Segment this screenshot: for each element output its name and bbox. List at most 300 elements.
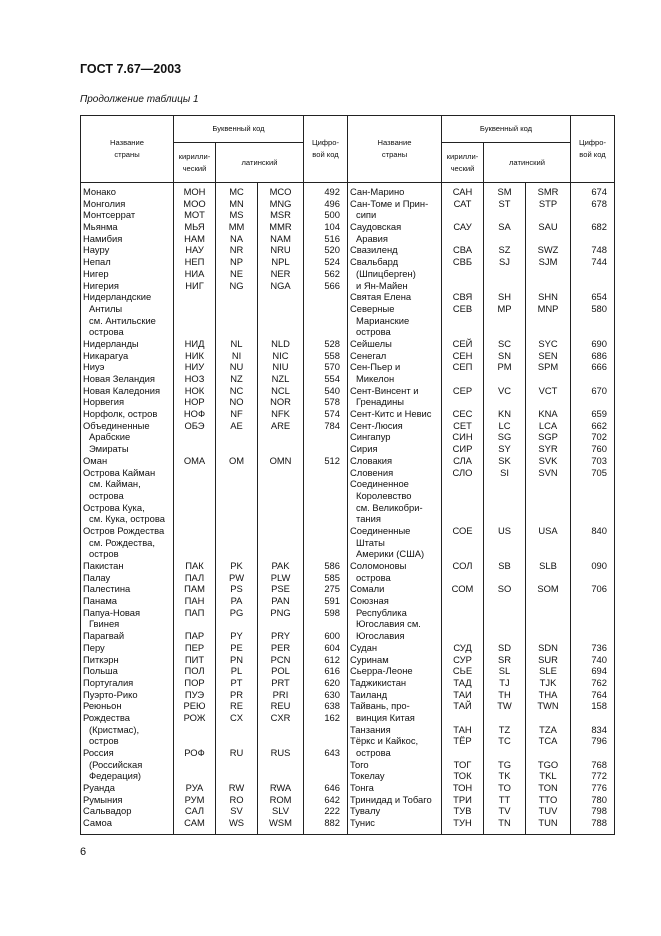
code-cyr: СЕВ: [452, 302, 473, 314]
code-lat3: MSR: [270, 209, 291, 221]
country-name: Тувалу: [350, 805, 381, 817]
code-lat3: TGO: [537, 758, 559, 770]
country-name-cont: Югославия см.: [356, 618, 421, 630]
spacer-line: [484, 490, 525, 502]
left-cyrillic-column: [174, 183, 216, 835]
code-lat3: NIU: [272, 361, 289, 373]
spacer-line: [526, 490, 570, 502]
code-cyr: СЕС: [452, 408, 473, 420]
code-lat3: SGP: [538, 431, 558, 443]
code-lat2: [484, 478, 525, 490]
spacer-line: [571, 490, 614, 502]
code-lat3: MCO: [269, 186, 292, 197]
code-lat2: TH: [498, 688, 511, 700]
country-name: Румыния: [83, 793, 123, 805]
code-lat2: NO: [229, 396, 244, 408]
country-name-cont: см. Кайман,: [89, 478, 141, 490]
right-cyrillic-column: [442, 183, 484, 835]
code-cyr: СВЯ: [452, 291, 473, 303]
country-name-cont: и Ян-Майен: [356, 279, 408, 291]
code-cyr: САТ: [453, 197, 472, 209]
code-lat3: MNP: [537, 302, 559, 314]
code-num: 744: [591, 256, 607, 268]
spacer-line: [258, 431, 303, 443]
code-lat3: PER: [270, 641, 291, 653]
spacer-line: [174, 548, 215, 560]
header-country-name-left: Название страны: [81, 116, 174, 183]
country-name-cont: Америки (США): [356, 548, 425, 560]
code-cyr: НАУ: [185, 244, 204, 256]
code-lat2: AE: [230, 419, 243, 431]
spacer-line: [484, 630, 525, 642]
code-cyr: РУА: [185, 782, 204, 794]
spacer-line: [174, 513, 215, 525]
spacer-line: [216, 724, 257, 736]
spacer-line: [258, 537, 303, 549]
spacer-line: [442, 315, 483, 327]
code-lat2: PM: [497, 361, 512, 373]
code-lat2: RO: [229, 793, 244, 805]
country-name: Острова Кука,: [83, 501, 145, 513]
spacer-line: [304, 759, 347, 771]
code-cyr: СВБ: [452, 256, 473, 268]
code-lat2: LC: [498, 419, 511, 431]
code-cyr: СУР: [453, 653, 472, 665]
spacer-line: [484, 280, 525, 292]
country-name: Саудовская: [350, 221, 402, 233]
code-lat3: SLB: [539, 560, 557, 571]
spacer-line: [174, 618, 215, 630]
spacer-line: [526, 396, 570, 408]
code-lat3: TCA: [538, 735, 558, 747]
spacer-line: [442, 209, 483, 221]
spacer-line: [442, 233, 483, 245]
code-lat3: TWN: [537, 700, 559, 712]
spacer-line: [484, 618, 525, 630]
right-latin3-column: [526, 183, 571, 835]
code-lat3: SMR: [537, 186, 559, 197]
header-digital-code-left: Цифро- вой код: [304, 116, 348, 183]
spacer-line: [526, 630, 570, 642]
country-name: Танзания: [350, 723, 391, 735]
country-name: Питкэрн: [83, 653, 119, 665]
code-num: 528: [324, 337, 340, 349]
code-lat3: MNG: [269, 197, 292, 209]
spacer-line: [442, 747, 483, 759]
country-name-cont: (Российская: [89, 758, 143, 770]
code-cyr: СОЕ: [452, 524, 473, 536]
code-lat2: NP: [229, 256, 244, 268]
code-lat3: [258, 502, 303, 514]
code-lat2: [484, 595, 525, 607]
code-cyr: МОО: [183, 197, 206, 209]
code-lat3: NFK: [271, 408, 290, 420]
country-name: Намибия: [83, 232, 123, 244]
spacer-line: [526, 315, 570, 327]
code-cyr: СЕТ: [453, 419, 472, 431]
code-num: 748: [591, 244, 607, 256]
code-num: 674: [591, 186, 607, 197]
code-cyr: ТОК: [453, 770, 472, 782]
country-name: Сент-Люсия: [350, 419, 403, 431]
code-lat2: MC: [229, 186, 244, 197]
spacer-line: [442, 396, 483, 408]
country-name: Союзная: [350, 595, 389, 607]
code-cyr: ОМА: [183, 454, 206, 466]
country-name: Сомали: [350, 583, 385, 595]
spacer-line: [442, 490, 483, 502]
country-name-cont: Федерация): [89, 770, 142, 782]
code-num: 162: [324, 711, 340, 723]
spacer-line: [304, 618, 347, 630]
spacer-line: [174, 303, 215, 315]
code-lat2: PE: [230, 641, 243, 653]
code-lat3: NOR: [270, 396, 291, 408]
code-cyr: [174, 525, 215, 537]
code-num: 512: [324, 454, 340, 466]
code-cyr: СОМ: [451, 583, 474, 595]
country-name: Пакистан: [83, 560, 124, 571]
code-lat2: PW: [228, 571, 245, 583]
code-num: [304, 502, 347, 514]
code-lat3: SVN: [538, 466, 558, 478]
country-name: Оман: [83, 454, 108, 466]
code-lat3: PRT: [271, 676, 290, 688]
code-lat3: [258, 467, 303, 479]
code-lat2: VC: [497, 384, 512, 396]
spacer-line: [484, 233, 525, 245]
spacer-line: [442, 572, 483, 584]
code-num: 558: [324, 349, 340, 361]
country-name-cont: Микелон: [356, 373, 395, 384]
code-lat3: SVK: [538, 454, 558, 466]
code-lat2: PT: [230, 676, 243, 688]
code-cyr: ТОН: [452, 782, 473, 794]
code-num: 772: [591, 770, 607, 782]
code-lat3: PRI: [272, 688, 289, 700]
code-lat2: NE: [229, 267, 244, 279]
spacer-line: [442, 630, 483, 642]
code-num: 562: [324, 267, 340, 279]
code-lat2: TJ: [499, 676, 510, 688]
code-lat2: RU: [229, 747, 244, 758]
code-lat3: RUS: [270, 747, 291, 758]
code-num: 736: [591, 641, 607, 653]
spacer-line: [571, 502, 614, 514]
code-cyr: ПАН: [184, 595, 205, 607]
country-name: Тайвань, про-: [350, 700, 410, 712]
code-cyr: СОЛ: [452, 560, 473, 571]
code-cyr: РОФ: [184, 747, 205, 758]
code-lat3: THA: [538, 688, 558, 700]
code-lat3: TUV: [538, 805, 558, 817]
country-name: Монтсеррат: [83, 209, 136, 221]
code-num: 682: [591, 221, 607, 233]
spacer-line: [258, 513, 303, 525]
country-name-cont: Антилы: [89, 302, 123, 314]
code-lat3: [526, 478, 570, 490]
spacer-line: [571, 209, 614, 221]
country-name: Польша: [83, 665, 118, 677]
code-num: 784: [324, 419, 340, 431]
header-digital-code-right: Цифро- вой код: [571, 116, 615, 183]
code-num: 598: [324, 606, 340, 618]
country-name-cont: Эмираты: [89, 443, 129, 455]
code-lat2: TV: [498, 805, 511, 817]
spacer-line: [174, 478, 215, 490]
code-lat3: SLE: [539, 665, 557, 677]
country-codes-table: [80, 115, 615, 835]
country-name: Словакия: [350, 454, 393, 466]
spacer-line: [174, 443, 215, 455]
code-lat3: SLV: [271, 805, 290, 817]
country-name: Мьянма: [83, 221, 118, 233]
right-digital-column: [571, 183, 615, 835]
code-cyr: [174, 291, 215, 303]
spacer-line: [571, 315, 614, 327]
code-num: 659: [591, 408, 607, 420]
code-lat3: TZA: [539, 723, 557, 735]
code-cyr: МОТ: [184, 209, 205, 221]
code-cyr: НИУ: [184, 361, 205, 373]
spacer-line: [442, 513, 483, 525]
code-lat3: SYC: [538, 337, 558, 349]
country-name: Соломоновы: [350, 560, 407, 571]
country-name: Россия: [83, 747, 114, 758]
country-name: Монако: [83, 186, 116, 197]
country-name-cont: острова: [89, 326, 124, 338]
code-cyr: [442, 478, 483, 490]
code-lat2: SH: [497, 291, 512, 303]
country-name: Новая Зеландия: [83, 373, 155, 384]
spacer-line: [174, 537, 215, 549]
code-lat2: MM: [228, 221, 245, 233]
country-name: Тонга: [350, 782, 374, 794]
spacer-line: [571, 280, 614, 292]
spacer-line: [571, 326, 614, 338]
header-letter-code-left: Буквенный код: [174, 116, 304, 143]
code-cyr: МЬЯ: [184, 221, 205, 233]
code-lat3: KNA: [538, 408, 558, 420]
spacer-line: [258, 759, 303, 771]
code-num: 666: [591, 361, 607, 373]
country-name: Нидерланды: [83, 337, 139, 349]
code-lat2: SA: [498, 221, 511, 233]
code-cyr: НИГ: [185, 279, 204, 291]
code-lat2: RW: [228, 782, 245, 794]
country-name: Сейшелы: [350, 337, 392, 349]
code-lat2: SM: [497, 186, 512, 197]
code-lat3: WSM: [269, 817, 292, 829]
code-cyr: ТРИ: [453, 793, 472, 805]
country-name: Объединенные: [83, 419, 150, 431]
country-name-cont: острова: [356, 571, 391, 583]
code-lat2: MP: [497, 302, 512, 314]
code-num: 158: [591, 700, 607, 712]
spacer-line: [526, 209, 570, 221]
country-name: Новая Каледония: [83, 384, 161, 396]
spacer-line: [442, 502, 483, 514]
code-lat3: SPM: [537, 361, 559, 373]
code-cyr: САН: [452, 186, 473, 197]
spacer-line: [526, 513, 570, 525]
code-lat2: OM: [228, 454, 245, 466]
country-name: Сирия: [350, 443, 378, 455]
code-lat3: POL: [271, 665, 290, 677]
code-lat3: ROM: [269, 793, 292, 805]
country-name: Сингапур: [350, 431, 391, 443]
page-number: 6: [80, 846, 87, 858]
code-num: [304, 525, 347, 537]
code-lat3: TTO: [538, 793, 558, 805]
code-lat2: PN: [229, 653, 244, 665]
code-lat3: TON: [538, 782, 558, 794]
code-lat3: SWZ: [537, 244, 559, 256]
country-name-cont: Марианские: [356, 314, 410, 326]
code-cyr: НОЗ: [184, 373, 205, 384]
code-lat3: LCA: [538, 419, 558, 431]
country-name-cont: остров: [89, 548, 119, 560]
code-cyr: ТОГ: [453, 758, 472, 770]
code-lat2: PK: [230, 560, 243, 571]
spacer-line: [174, 724, 215, 736]
country-name-cont: Штаты: [356, 536, 385, 548]
spacer-line: [304, 490, 347, 502]
code-lat2: NA: [229, 232, 244, 244]
code-cyr: НИД: [184, 337, 205, 349]
country-name: Сен-Пьер и: [350, 361, 401, 373]
code-cyr: СЛА: [453, 454, 472, 466]
country-name: Тёркс и Кайкос,: [350, 735, 419, 747]
code-num: 591: [324, 595, 340, 607]
header-letter-code-right: Буквенный код: [442, 116, 571, 143]
spacer-line: [258, 326, 303, 338]
spacer-line: [258, 315, 303, 327]
code-num: 520: [324, 244, 340, 256]
code-cyr: ПАП: [184, 606, 205, 618]
code-cyr: МОН: [183, 186, 206, 197]
code-num: 604: [324, 641, 340, 653]
code-lat2: PR: [229, 688, 244, 700]
code-lat2: NI: [231, 349, 242, 361]
spacer-line: [484, 548, 525, 560]
country-name: Острова Кайман: [83, 466, 156, 478]
spacer-line: [571, 630, 614, 642]
code-lat3: SEN: [538, 349, 558, 361]
code-num: 776: [591, 782, 607, 794]
code-cyr: САЛ: [184, 805, 205, 817]
code-lat3: TKL: [539, 770, 557, 782]
code-cyr: [442, 595, 483, 607]
spacer-line: [258, 303, 303, 315]
document-title: ГОСТ 7.67—2003: [80, 62, 182, 76]
country-name: Таджикистан: [350, 676, 407, 688]
spacer-line: [571, 233, 614, 245]
spacer-line: [304, 431, 347, 443]
country-name: Науру: [83, 244, 110, 256]
spacer-line: [216, 478, 257, 490]
country-name: Палестина: [83, 583, 131, 595]
code-num: 600: [324, 630, 340, 642]
spacer-line: [484, 712, 525, 724]
country-name: Пуэрто-Рико: [83, 688, 138, 700]
code-cyr: СЬЕ: [452, 665, 473, 677]
spacer-line: [216, 513, 257, 525]
spacer-line: [216, 315, 257, 327]
country-name: Соединенное: [350, 478, 409, 490]
spacer-line: [442, 607, 483, 619]
code-lat2: TO: [498, 782, 511, 794]
country-name: Сент-Китс и Невис: [350, 408, 432, 420]
spacer-line: [216, 759, 257, 771]
spacer-line: [216, 490, 257, 502]
code-cyr: ПАК: [185, 560, 204, 571]
code-lat2: SJ: [499, 256, 510, 268]
code-lat3: MMR: [269, 221, 292, 233]
code-num: 612: [324, 653, 340, 665]
country-name: Норфолк, остров: [83, 408, 158, 420]
country-name: Северные: [350, 302, 395, 314]
code-lat2: TW: [497, 700, 512, 712]
country-name: Парагвай: [83, 630, 125, 642]
code-cyr: СЕР: [452, 384, 473, 396]
code-lat2: SB: [498, 560, 511, 571]
code-num: 798: [591, 805, 607, 817]
code-num: 662: [591, 419, 607, 431]
code-cyr: ПАМ: [184, 583, 205, 595]
spacer-line: [258, 478, 303, 490]
code-lat2: SK: [498, 454, 511, 466]
spacer-line: [526, 537, 570, 549]
code-lat2: PL: [230, 665, 243, 677]
code-num: 654: [591, 291, 607, 303]
code-lat2: US: [497, 524, 512, 536]
code-lat3: SYR: [538, 443, 558, 455]
code-num: 104: [324, 221, 340, 233]
code-num: 705: [591, 466, 607, 478]
spacer-line: [174, 770, 215, 782]
spacer-line: [258, 490, 303, 502]
code-num: 702: [591, 431, 607, 443]
spacer-line: [258, 618, 303, 630]
right-latin2-column: [484, 183, 526, 835]
spacer-line: [442, 280, 483, 292]
code-lat2: SC: [497, 337, 512, 349]
code-num: 788: [591, 817, 607, 829]
country-name: Перу: [83, 641, 105, 653]
code-lat3: [258, 525, 303, 537]
right-name-column: [348, 183, 442, 835]
country-name: Сенегал: [350, 349, 387, 361]
spacer-line: [216, 548, 257, 560]
spacer-line: [304, 548, 347, 560]
code-num: 630: [324, 688, 340, 700]
country-name-cont: Арабские: [89, 431, 131, 443]
code-cyr: НИК: [185, 349, 204, 361]
country-name: Папуа-Новая: [83, 606, 141, 618]
code-num: [571, 595, 614, 607]
code-lat2: NZ: [230, 373, 243, 384]
spacer-line: [442, 326, 483, 338]
code-lat2: SO: [497, 583, 512, 595]
code-num: 670: [591, 384, 607, 396]
code-cyr: РОЖ: [183, 711, 206, 723]
code-lat3: OMN: [269, 454, 292, 466]
code-lat3: SJM: [538, 256, 558, 268]
country-name: Нигер: [83, 267, 109, 279]
code-num: 574: [324, 408, 340, 420]
spacer-line: [484, 607, 525, 619]
